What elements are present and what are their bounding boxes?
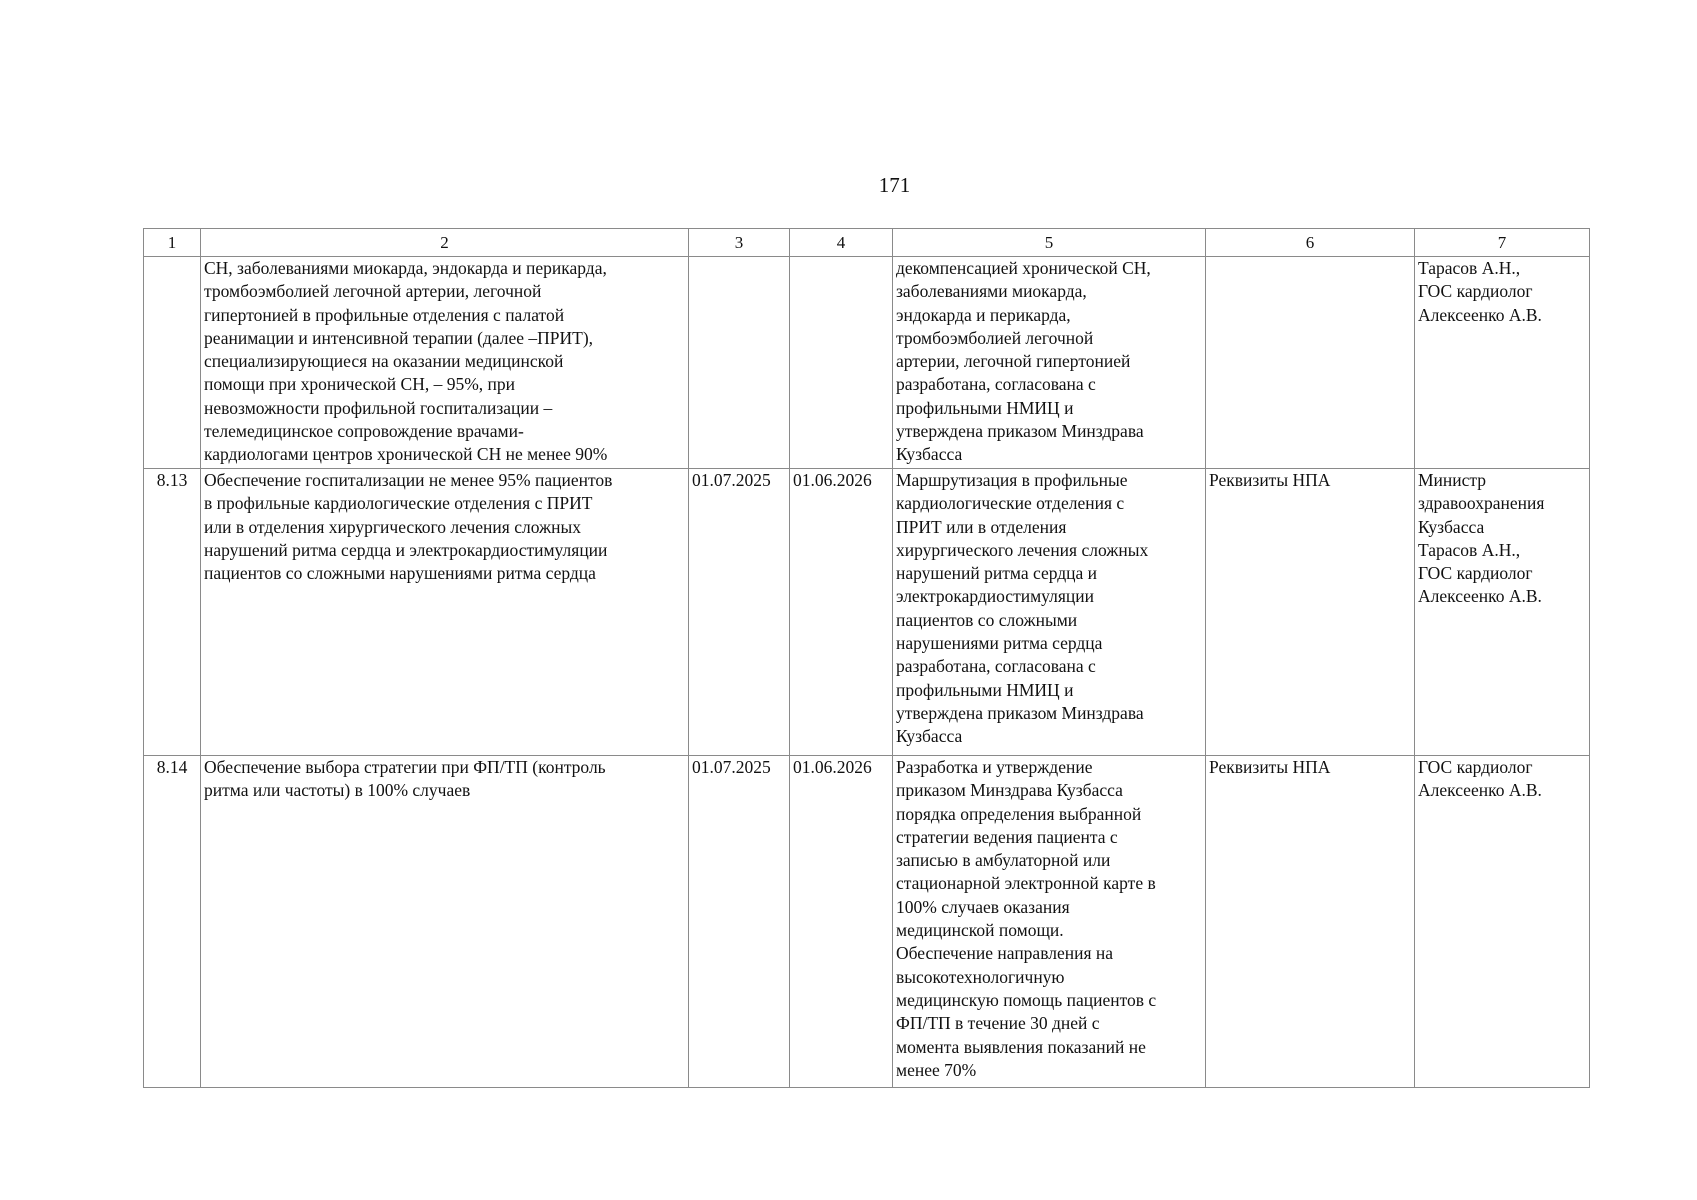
result-cell: Разработка и утверждение приказом Минздрава Кузбасса порядка определения выбранной стратегии ведения пациента с записью в амбулаторной или стационарной электронной карте в 100% случаев оказания медицинской помощи. Обеспечение направления на высокотехнологичную медицинскую помощь пациентов с ФП/ТП в течение 30 дней с момента выявления показаний не менее 70% [893,756,1206,1088]
table-row [144,469,1590,756]
table-row [144,257,1590,469]
result-cell: декомпенсацией хронической СН, заболеваниями миокарда, эндокарда и перикарда, тромбоэмболией легочной артерии, легочной гипертонией разработана, согласована с профильными НМИЦ и утверждена приказом Минздрава Кузбасса [893,257,1206,469]
column-header: 7 [1415,229,1590,257]
result-cell: Маршрутизация в профильные кардиологические отделения с ПРИТ или в отделения хирургического лечения сложных нарушений ритма сердца и электрокардиостимуляции пациентов со сложными нарушениями ритма сердца разработана, согласована с профильными НМИЦ и утверждена приказом Минздрава Кузбасса [893,469,1206,756]
column-header: 6 [1206,229,1415,257]
column-header: 3 [689,229,790,257]
task-cell: Обеспечение выбора стратегии при ФП/ТП (контроль ритма или частоты) в 100% случаев [201,756,689,1088]
document-cell: Реквизиты НПА [1206,756,1415,1088]
start-date-cell [689,257,790,469]
column-header: 4 [790,229,893,257]
document-cell: Реквизиты НПА [1206,469,1415,756]
row-number-cell: 8.14 [144,756,201,1088]
table-row [144,756,1590,1088]
responsible-cell: ГОС кардиолог Алексеенко А.В. [1415,756,1590,1088]
table-header-row [144,229,1590,257]
column-header: 5 [893,229,1206,257]
plan-table [143,228,1590,1088]
row-number-cell: 8.13 [144,469,201,756]
column-header: 1 [144,229,201,257]
end-date-cell: 01.06.2026 [790,756,893,1088]
document-cell [1206,257,1415,469]
task-cell: СН, заболеваниями миокарда, эндокарда и перикарда, тромбоэмболией легочной артерии, легочной гипертонией в профильные отделения с палатой реанимации и интенсивной терапии (далее –ПРИТ), специализирующиеся на оказании медицинской помощи при хронической СН, – 95%, при невозможности профильной госпитализации – телемедицинское сопровождение врачами- кардиологами центров хронической СН не менее 90% [201,257,689,469]
start-date-cell: 01.07.2025 [689,469,790,756]
responsible-cell: Тарасов А.Н., ГОС кардиолог Алексеенко А.В. [1415,257,1590,469]
end-date-cell [790,257,893,469]
page-number: 171 [878,173,911,197]
end-date-cell: 01.06.2026 [790,469,893,756]
column-header: 2 [201,229,689,257]
responsible-cell: Министр здравоохранения Кузбасса Тарасов А.Н., ГОС кардиолог Алексеенко А.В. [1415,469,1590,756]
task-cell: Обеспечение госпитализации не менее 95% пациентов в профильные кардиологические отделения с ПРИТ или в отделения хирургического лечения сложных нарушений ритма сердца и электрокардиостимуляции пациентов со сложными нарушениями ритма сердца [201,469,689,756]
row-number-cell [144,257,201,469]
start-date-cell: 01.07.2025 [689,756,790,1088]
